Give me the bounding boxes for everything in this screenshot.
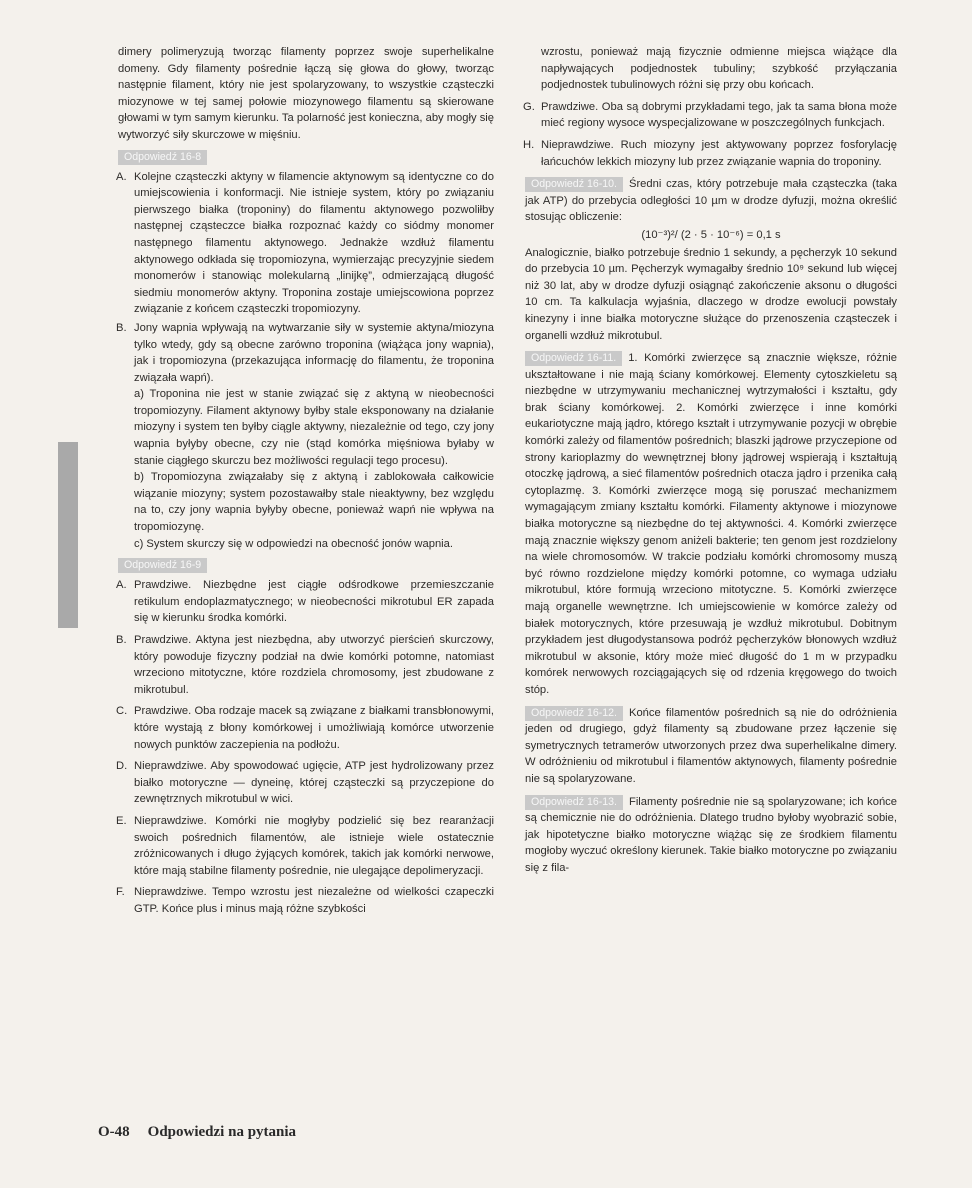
answer-16-11	[525, 350, 897, 698]
answer-label: Odpowiedź 16-11.	[525, 351, 622, 366]
answer-16-8	[118, 150, 494, 553]
item-mark: F.	[116, 886, 125, 899]
answer-paragraph	[525, 794, 897, 877]
item-mark: B.	[116, 321, 127, 334]
answer-16-12	[525, 705, 897, 788]
answer-paragraph	[525, 705, 897, 788]
answer-item	[118, 632, 494, 698]
item-mark: E.	[116, 814, 127, 827]
page-number: O-48	[98, 1124, 130, 1140]
right-column	[525, 44, 897, 877]
answer-16-13	[525, 794, 897, 877]
answer-16-9	[118, 558, 494, 917]
chapter-thumb-tab	[58, 442, 78, 628]
answer-item	[118, 577, 494, 627]
answer-item	[118, 813, 494, 879]
intro-paragraph: dimery polimeryzują tworząc filamenty poprzez swoje superhelikalne domeny. Gdy filamenty pośrednie łączą się głowa do głowy, tworząc następnie filament, który nie jest spolaryzowany, to wszystkie cząsteczki miozynowe w tej samej połowie miozynowego filamentu są skierowane głowami w tym samym kierunku. Ta polarność jest konieczna, aby mogły się wytworzyć siły skurczowe w mięśniu.	[118, 46, 494, 141]
item-text: Jony wapnia wpływają na wytwarzanie siły w systemie aktyna/miozyna tylko wtedy, gdy są obecne zarówno troponina (wiążąca jony wapnia), jak i tropomiozyna (przekazująca informację do filamentu, że troponina związała wapń).	[134, 321, 494, 384]
answer-text-continued: Analogicznie, białko potrzebuje średnio 1 sekundy, a pęcherzyk 10 sekund do przebycia 10 µm. Pęcherzyk wymagałby średnio 10⁹ sekund lub więcej niż 30 lat, aby w drodze dyfuzji osiągnąć zakończenie aksonu o długości 10 cm. Ta kalkulacja wyjaśnia, dlaczego w drodze ewolucji powstały kinezyny i inne białka motoryczne służące do przenoszenia cząsteczek i organelli wzdłuż mikrotubul.	[525, 246, 897, 342]
answer-text: Końce filamentów pośrednich są nie do odróżnienia jeden od drugiego, gdyż filamenty są zbudowane przez łączenie się symetrycznych tetramerów utworzonych przez dwa superhelikalne dimery. W odróżnieniu od mikrotubul i filamentów aktynowych, filamenty pośrednie nie są spolaryzowane.	[525, 706, 897, 785]
answer-item	[118, 884, 494, 917]
answer-label: Odpowiedź 16-13.	[525, 795, 623, 810]
item-text: Nieprawdziwe. Aby spowodować ugięcie, ATP jest hydrolizowany przez białko motoryczne — dyneinę, której cząsteczki są przyczepione do zewnętrznych mikrotubul w wici.	[134, 760, 494, 806]
continued-block	[525, 44, 897, 94]
answer-item	[118, 169, 494, 318]
sub-item-a: a) Troponina nie jest w stanie związać się z aktyną w nieobecności tropomiozyny. Filament aktynowy byłby stale eksponowany na działanie miozyny i system ten byłby ciągle aktywny, niezależnie od tego, czy jony wapnia byłyby obecne, czy nie (stąd komórka mięśniowa byłaby w stanie ciągłego skurczu bez możliwości regulacji tego procesu).	[134, 388, 494, 467]
answer-label: Odpowiedź 16-12.	[525, 706, 623, 721]
answer-paragraph	[525, 176, 897, 226]
answer-label: Odpowiedź 16-10.	[525, 177, 623, 192]
answer-label: Odpowiedź 16-9	[118, 558, 207, 573]
item-mark: B.	[116, 634, 127, 646]
item-body	[134, 320, 494, 552]
continued-paragraph: wzrostu, ponieważ mają fizycznie odmienne miejsca wiążące dla napływających podjednostek tubuliny; szybkość przyłączania podjednostek tubulinowych różni się przy obu końcach.	[541, 46, 897, 92]
answer-text: 1. Komórki zwierzęce są znacznie większe, różnie ukształtowane i nie mają ściany komórkowej. Elementy cytoszkieletu są niezbędne w utrzymywaniu mechanicznej wytrzymałości i kształtu, gdy brak ściany komórkowej. 2. Komórki zwierzęce i inne komórki eukariotyczne mają jądro, którego kształt i utrzymywanie pozycji w obrębie komórki zależy od filamentów pośrednich; blaszki jądrowe przyczepione od strony karioplazmy do wewnętrznej błony jądrowej wspierają i kształtują otoczkę jądrową, a sieć filamentów pośrednich otacza jądro i przenika całą cytoplazmę. 3. Komórki zwierzęce mogą się poruszać mechanizmem wymagającym zmiany kształtu komórki. Filamenty aktynowe i miozynowe białka motoryczne są niezbędne do tej aktywności. 4. Komórki zwierzęce mają znacznie większy genom aniżeli bakterie; ten genom jest rozdzielony na wiele chromosomów. W trakcie podziału komórki chromosomy muszą być równo rozdzielone między komórki potomne, co wymaga udziału mikrotubul, które formują wrzeciono mitotyczne. 5. Komórki zwierzęce mają organelle wewnętrzne. Ich umiejscowienie w komórce zależy od białek motorycznych, które przesuwają je wzdłuż mikrotubul. Dobitnym przykładem jest długodystansowa podróż pęcherzyków błonowych wzdłuż mikrotubul w aksonie, który może mieć długość do 1 m w przypadku komórek nerwowych rozciągających się od rdzenia kręgowego do twoich stóp.	[525, 352, 897, 696]
answer-item	[525, 99, 897, 132]
item-text: Prawdziwe. Aktyna jest niezbędna, aby utworzyć pierścień skurczowy, który powoduje fizyczny podział na dwie komórki potomne, natomiast wrzeciono mitotyczne, które rozdziela chromosomy, jest zbudowane z mikrotubul.	[134, 634, 494, 696]
item-text: Nieprawdziwe. Komórki nie mogłyby podzielić się bez rearanżacji swoich pośrednich filamentów, ale istnieje wiele ostatecznie zróżnicowanych i długo żyjących komórek, takich jak komórki nerwowe, które mają stabilne filamenty pośrednie, nie ulegające depolimeryzacji.	[134, 814, 494, 877]
left-column	[118, 44, 494, 920]
sub-item-c: c) System skurczy się w odpowiedzi na obecność jonów wapnia.	[134, 537, 453, 550]
diffusion-formula: (10⁻³)²/ (2 · 5 · 10⁻⁶) = 0,1 s	[641, 228, 781, 241]
item-text: Prawdziwe. Oba są dobrymi przykładami tego, jak ta sama błona może mieć regiony wysoce wyspecjalizowane w poszczególnych funkcjach.	[541, 100, 897, 130]
answer-paragraph	[525, 350, 897, 698]
answer-16-10	[525, 176, 897, 344]
page-footer	[98, 1124, 296, 1141]
answer-text: Filamenty pośrednie nie są spolaryzowane; ich końce są chemicznie nie do odróżnienia. Dlatego trudno byłoby wyobrazić sobie, jak hipotetyczne białko motoryczne wiążąc się ze środkiem filamentu mogłoby wyczuć określony kierunek. Takie białko motoryczne po związaniu się z fila-	[525, 795, 897, 874]
running-title: Odpowiedzi na pytania	[147, 1124, 297, 1140]
answer-item	[525, 137, 897, 170]
item-text: Kolejne cząsteczki aktyny w filamencie aktynowym są identyczne co do umiejscowienia i konformacji. Nie istnieje system, który po związaniu pierwszego białka (troponiny) do filamentu aktynowego pozwoliłby następnej cząsteczce białka rozpoznać każdy co siódmy monomer następnego filamentu aktynowego. Jednakże wzdłuż filamentu aktynowego odkłada się tropomiozyna, wymierzając precyzyjnie siedem monomerów i stanowiąc molekularną „linijkę”, odmierzającą długość siedmiu monomerów aktyny. Troponina zostaje umiejscowiona poprzez związanie z końcem cząsteczki tropomiozyny.	[134, 170, 494, 316]
answer-label: Odpowiedź 16-8	[118, 150, 207, 165]
item-text: Prawdziwe. Oba rodzaje macek są związane z białkami transbłonowymi, które wystają z błony komórkowej i umożliwiają komórce utworzenie nowych punktów zaczepienia na podłożu.	[134, 705, 494, 751]
item-text: Nieprawdziwe. Tempo wzrostu jest niezależne od wielkości czapeczki GTP. Końce plus i minus mają różne szybkości	[134, 886, 494, 915]
item-text: Prawdziwe. Niezbędne jest ciągłe odśrodkowe przemieszczanie retikulum endoplazmatycznego; w nieobecności mikrotubul ER zapada się w kierunku środka komórki.	[134, 579, 494, 625]
answer-item	[118, 320, 494, 552]
item-mark: D.	[116, 760, 128, 773]
item-mark: H.	[523, 138, 535, 151]
item-mark: A.	[116, 579, 127, 592]
item-mark: A.	[116, 170, 127, 183]
item-mark: C.	[116, 705, 128, 718]
answer-item	[118, 703, 494, 753]
answer-text: Średni czas, który potrzebuje mała cząsteczka (taka jak ATP) do przebycia odległości 10 µm w drodze dyfuzji, można określić stosując obliczenie:	[525, 178, 897, 224]
answer-item	[118, 758, 494, 808]
item-mark: G.	[523, 100, 535, 113]
sub-item-b: b) Tropomiozyna związałaby się z aktyną i zablokowała całkowicie wiązanie miozyny; system pozostawałby stale nieaktywny, bez względu na to, czy jony wapnia byłyby obecne, ponieważ wapń nie wpływa na tropomiozynę.	[134, 471, 494, 534]
item-text: Nieprawdziwe. Ruch miozyny jest aktywowany poprzez fosforylację łańcuchów lekkich miozyny lub przez związanie wapnia do troponiny.	[541, 138, 897, 168]
